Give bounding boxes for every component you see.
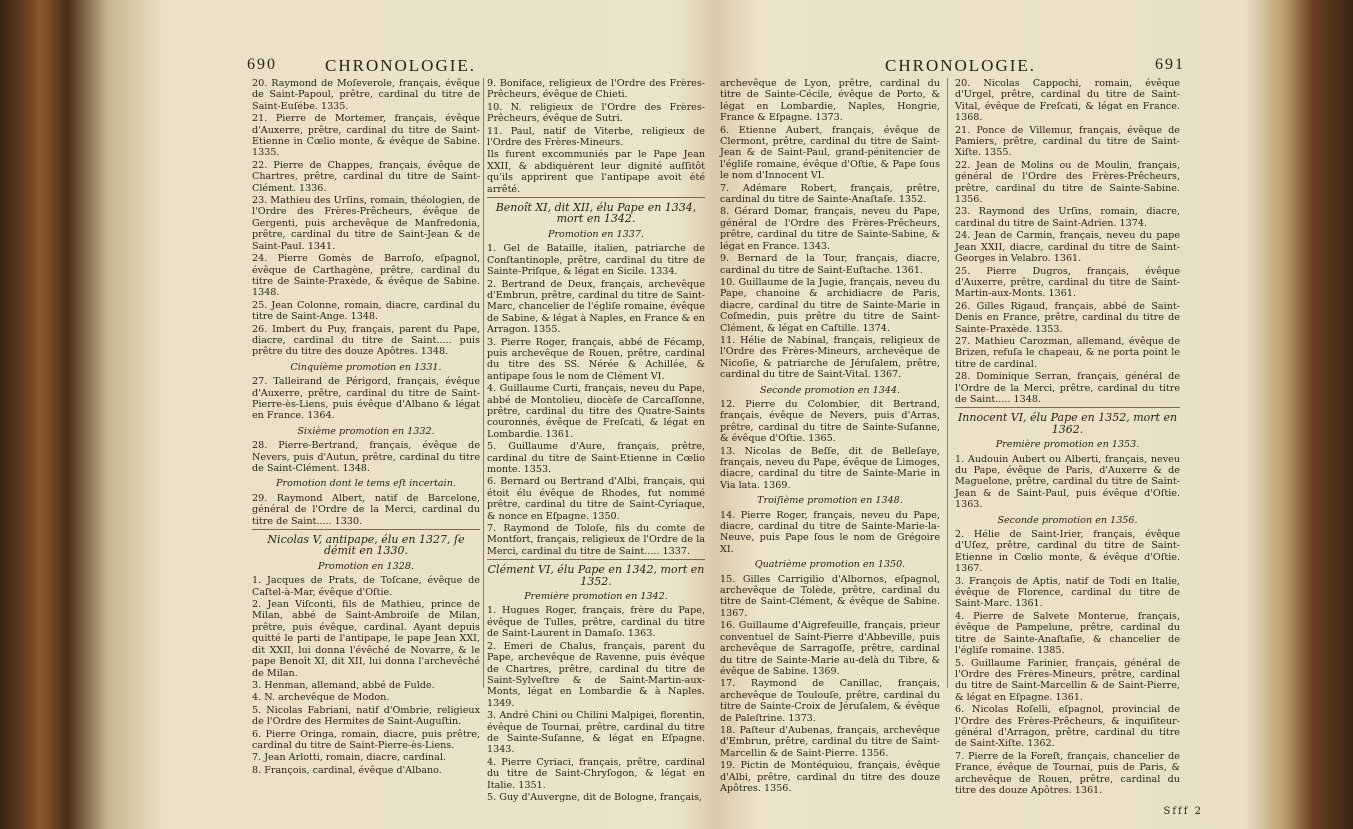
page-number: 691 <box>1155 56 1185 73</box>
column-right-a <box>720 78 940 795</box>
section-rule <box>252 529 480 530</box>
entry-paragraph: 21. Pierre de Mortemer, français, évêque d'Auxerre, prêtre, cardinal du titre de Saint-Etienne in Cœlio monte, & évêque de Sabine. 1335. <box>252 113 480 159</box>
entry-paragraph: archevêque de Lyon, prêtre, cardinal du titre de Sainte-Cécile, évêque de Porto, & légat en Lombardie, Naples, Hongrie, France & Eſpagne. 1373. <box>720 78 940 124</box>
entry-paragraph: 3. André Chini ou Chilini Malpigei, florentin, évêque de Tournai, prêtre, cardinal du titre de Sainte-Suſanne, & légat en Eſpagne. 1343. <box>487 710 705 756</box>
promotion-heading: Promotion en 1328. <box>318 560 414 572</box>
entry-paragraph: 2. Jean Viſconti, fils de Mathieu, prince de Milan, abbé de Saint-Ambroiſe de Milan, prêtre, puis évêque, cardinal. Ayant depuis quitté le parti de l'antipape, le pape Jean XXI, dit XXII, lui donna l'évêché de Novarre, & le pape Benoît XI, dit XII, lui donna l'archevêché de Milan. <box>252 599 480 679</box>
entry-paragraph: Ils furent excommuniés par le Pape Jean XXII, & abdiquèrent leur dignité auſſitôt qu'ils apprirent que l'antipape avoit été arrêté. <box>487 149 705 195</box>
section-rule <box>487 559 705 560</box>
column-divider <box>947 78 948 688</box>
entry-paragraph: 4. Guillaume Curti, français, neveu du Pape, abbé de Montolieu, diocèſe de Carcaſſonne, prêtre, cardinal du titre des Quatre-Saints couronnés, évêque de Freſcati, & légat en Lombardie. 1361. <box>487 383 705 440</box>
entry-paragraph: 6. Pierre Oringa, romain, diacre, puis prêtre, cardinal du titre de Saint-Pierre-ès-Liens. <box>252 728 480 751</box>
entry-paragraph: 9. Boniface, religieux de l'Ordre des Frères-Prêcheurs, évêque de Chieti. <box>487 78 705 101</box>
entry-paragraph: 10. Guillaume de la Jugie, français, neveu du Pape, chanoine & archidiacre de Paris, diacre, cardinal du titre de Sainte-Marie in Coſmedin, puis prêtre du titre de Saint-Clément, & légat en Caſtille. 1374. <box>720 276 940 334</box>
entry-paragraph: 3. François de Aptis, natif de Todi en Italie, évêque de Florence, cardinal du titre de Saint-Marc. 1361. <box>955 575 1180 610</box>
entry-paragraph: 13. Nicolas de Beſſe, dit de Belleſaye, français, neveu du Pape, évêque de Limoges, diacre, cardinal du titre de Sainte-Marie in Via lata. 1369. <box>720 445 940 491</box>
entry-paragraph: 15. Gilles Carrigilio d'Albornos, eſpagnol, archevêque de Tolède, prêtre, cardinal du titre de Saint-Clément, & évêque de Sabine. 1367. <box>720 573 940 619</box>
entry-paragraph: 28. Pierre-Bertrand, français, évêque de Nevers, puis d'Autun, prêtre, cardinal du titre de Saint-Clément. 1348. <box>252 440 480 474</box>
pope-heading: Innocent VI, élu Pape en 1352, mort en 1362. <box>957 411 1178 436</box>
entry-paragraph: 27. Talleirand de Périgord, français, évêque d'Auxerre, prêtre, cardinal du titre de Saint-Pierre-ès-Liens, puis évêque d'Albano & légat en France. 1364. <box>252 376 480 422</box>
column-divider <box>483 78 484 688</box>
entry-paragraph: 17. Raymond de Canillac, français, archevêque de Toulouſe, prêtre, cardinal du titre de Sainte-Croix de Jéruſalem, & évêque de Paleſtrine. 1373. <box>720 678 940 724</box>
entry-paragraph: 1. Audouin Aubert ou Alberti, français, neveu du Pape, évêque de Paris, d'Auxerre & de Maguelone, prêtre, cardinal du titre de Saint-Jean & de Saint-Paul, puis évêque d'Oſtie. 1363. <box>955 453 1180 511</box>
entry-paragraph: 2. Hélie de Saint-Irier, français, évêque d'Uſez, prêtre, cardinal du titre de Saint-Etienne in Cœlio monte, & évêque d'Oſtie. 1367. <box>955 529 1180 575</box>
entry-paragraph: 4. N. archevêque de Modon. <box>252 692 390 704</box>
entry-paragraph: 8. Gérard Domar, français, neveu du Pape, général de l'Ordre des Frères-Prêcheurs, prêtre, cardinal du titre de Sainte-Sabine, & légat en France. 1343. <box>720 206 940 252</box>
entry-paragraph: 1. Jacques de Prats, de Toſcane, évêque de Caſtel-à-Mar, évêque d'Oſtie. <box>252 575 480 598</box>
entry-paragraph: 2. Emeri de Chalus, français, parent du Pape, archevêque de Ravenne, puis évêque de Chartres, prêtre, cardinal du titre de Saint-Sylveſtre & de Saint-Martin-aux-Monts, légat en Lombardie & à Naples. 1349. <box>487 640 705 709</box>
entry-paragraph: 24. Jean de Carmin, français, neveu du pape Jean XXII, diacre, cardinal du titre de Saint-Georges in Velabro. 1361. <box>955 230 1180 265</box>
entry-paragraph: 7. Jean Arlotti, romain, diacre, cardinal. <box>252 752 447 764</box>
entry-paragraph: 23. Raymond des Urſins, romain, diacre, cardinal du titre de Saint-Adrien. 1374. <box>955 206 1180 229</box>
pope-heading: Benoît XI, dit XII, élu Pape en 1334, mort en 1342. <box>495 201 697 226</box>
entry-paragraph: 3. Henman, allemand, abbé de Fulde. <box>252 679 435 691</box>
entry-paragraph: 25. Jean Colonne, romain, diacre, cardinal du titre de Saint-Ange. 1348. <box>252 299 480 323</box>
entry-paragraph: 4. Pierre de Salvete Monterue, français, évêque de Pampelune, prêtre, cardinal du titre de Sainte-Anaſtaſie, & chancelier de l'égliſe romaine. 1385. <box>955 610 1180 657</box>
right-page <box>715 0 1195 829</box>
promotion-heading: Quatrième promotion en 1350. <box>754 559 906 571</box>
entry-paragraph: 5. Guy d'Auvergne, dit de Bologne, français, <box>487 791 703 803</box>
promotion-heading: Promotion en 1337. <box>548 228 644 240</box>
signature-mark: Sfff 2 <box>1163 806 1203 817</box>
entry-paragraph: 6. Nicolas Roſelli, eſpagnol, provincial de l'Ordre des Frères-Prêcheurs, & inquiſiteur-général d'Arragon, prêtre, cardinal du titre de Saint-Xiſte. 1362. <box>955 704 1180 750</box>
entry-paragraph: 24. Pierre Gomès de Barroſo, eſpagnol, évêque de Carthagène, prêtre, cardinal du titre de Sainte-Praxède, & évêque de Sabine. 1348. <box>252 253 480 299</box>
left-page <box>225 0 705 829</box>
entry-paragraph: 6. Bernard ou Bertrand d'Albi, français, qui étoit élu évêque de Rhodes, fut nommé prêtre, cardinal du titre de Saint-Cyriaque, & nonce en Eſpagne. 1350. <box>487 476 705 522</box>
section-rule <box>955 407 1180 408</box>
entry-paragraph: 11. Paul, natif de Viterbe, religieux de l'Ordre des Frères-Mineurs. <box>487 125 705 149</box>
promotion-heading: Sixième promotion en 1332. <box>297 425 435 437</box>
entry-paragraph: 8. François, cardinal, évêque d'Albano. <box>252 764 442 776</box>
entry-paragraph: 28. Dominique Serran, français, général de l'Ordre de la Merci, prêtre, cardinal du titre de Saint..... 1348. <box>955 371 1180 405</box>
entry-paragraph: 29. Raymond Albert, natif de Barcelone, général de l'Ordre de la Merci, cardinal du titre de Saint..... 1330. <box>252 492 480 527</box>
entry-paragraph: 20. Raymond de Moſeverole, français, évêque de Saint-Papoul, prêtre, cardinal du titre de Saint-Euſébe. 1335. <box>252 78 480 112</box>
promotion-heading: Seconde promotion en 1356. <box>997 514 1138 526</box>
entry-paragraph: 5. Guillaume Farinier, français, général de l'Ordre des Frères-Mineurs, prêtre, cardinal du titre de Saint-Marcellin & de Saint-Pierre, & légat en Eſpagne. 1361. <box>955 657 1180 703</box>
entry-paragraph: 2. Bertrand de Deux, français, archevêque d'Embrun, prêtre, cardinal du titre de Saint-Marc, chancelier de l'égliſe romaine, évêque de Sabine, & légat à Naples, en France & en Arragon. 1355. <box>487 278 705 336</box>
entry-paragraph: 22. Jean de Molins ou de Moulin, français, général de l'Ordre des Frères-Prêcheurs, prêtre, cardinal du titre de Sainte-Sabine. 1356. <box>955 159 1180 206</box>
running-head <box>225 56 705 78</box>
entry-paragraph: 4. Pierre Cyriaci, français, prêtre, cardinal du titre de Saint-Chryſogon, & légat en Italie. 1351. <box>487 756 705 791</box>
entry-paragraph: 5. Nicolas Fabriani, natif d'Ombrie, religieux de l'Ordre des Hermites de Saint-Auguſtin. <box>252 704 480 728</box>
entry-paragraph: 14. Pierre Roger, français, neveu du Pape, diacre, cardinal du titre de Sainte-Marie-la-Neuve, puis Pape ſous le nom de Grégoire XI. <box>720 509 940 555</box>
promotion-heading: Seconde promotion en 1344. <box>759 384 901 396</box>
entry-paragraph: 23. Mathieu des Urſins, romain, théologien, de l'Ordre des Frères-Prêcheurs, évêque de Gergenti, puis archevêque de Manfredonia, prêtre, cardinal du titre de Saint-Jean & de Saint-Paul. 1341. <box>252 195 480 252</box>
entry-paragraph: 1. Hugues Roger, français, frère du Pape, évêque de Tulles, prêtre, cardinal du titre de Saint-Laurent in Damaſo. 1363. <box>487 605 705 640</box>
entry-paragraph: 5. Guillaume d'Aure, français, prêtre, cardinal du titre de Saint-Etienne in Cœlio monte. 1353. <box>487 441 705 475</box>
entry-paragraph: 11. Hélie de Nabinal, français, religieux de l'Ordre des Frères-Mineurs, archevêque de Nicoſie, & patriarche de Jéruſalem, prêtre, cardinal du titre de Saint-Vital. 1367. <box>720 334 940 381</box>
column-right-b <box>955 78 1180 797</box>
column-left-a <box>252 78 480 777</box>
promotion-heading: Promotion dont le tems eſt incertain. <box>276 478 456 490</box>
entry-paragraph: 25. Pierre Dugros, français, évêque d'Auxerre, prêtre, cardinal du titre de Saint-Martin-aux-Monts. 1361. <box>955 265 1180 300</box>
entry-paragraph: 26. Imbert du Puy, français, parent du Pape, diacre, cardinal du titre de Saint..... puis prêtre du titre des douze Apôtres. 1348. <box>252 323 480 358</box>
promotion-heading: Première promotion en 1342. <box>524 591 668 603</box>
entry-paragraph: 7. Adémare Robert, français, prêtre, cardinal du titre de Sainte-Anaſtaſe. 1352. <box>720 182 940 206</box>
entry-paragraph: 16. Guillaume d'Aigrefeuille, français, prieur conventuel de Saint-Pierre d'Abbeville, puis archevêque de Sarragoſſe, prêtre, cardinal du titre de Sainte-Marie au-delà du Tibre, & évêque de Sabine. 1369. <box>720 620 940 677</box>
running-head <box>715 56 1195 78</box>
entry-paragraph: 19. Pictin de Montéquiou, français, évêque d'Albi, prêtre, cardinal du titre des douze Apôtres. 1356. <box>720 760 940 794</box>
promotion-heading: Première promotion en 1353. <box>995 439 1140 451</box>
promotion-heading: Cinquième promotion en 1331. <box>290 361 442 373</box>
running-title: CHRONOLOGIE. <box>325 56 477 75</box>
entry-paragraph: 22. Pierre de Chappes, français, évêque de Chartres, prêtre, cardinal du titre de Saint-Clément. 1336. <box>252 159 480 194</box>
entry-paragraph: 10. N. religieux de l'Ordre des Frères-Prêcheurs, évêque de Sutri. <box>487 101 705 125</box>
entry-paragraph: 26. Gilles Rigaud, français, abbé de Saint-Denis en France, prêtre, cardinal du titre de Sainte-Praxède. 1353. <box>955 300 1180 335</box>
entry-paragraph: 12. Pierre du Colombier, dit Bertrand, français, évêque de Nevers, puis d'Arras, prêtre, cardinal du titre de Sainte-Suſanne, & évêque d'Oſtie. 1365. <box>720 398 940 445</box>
entry-paragraph: 7. Pierre de la Foreſt, français, chancelier de France, évêque de Tournai, puis de Paris, & archevêque de Rouen, prêtre, cardinal du titre des douze Apôtres. 1361. <box>955 750 1180 796</box>
entry-paragraph: 21. Ponce de Villemur, français, évêque de Pamiers, prêtre, cardinal du titre de Saint-Xiſte. 1355. <box>955 124 1180 159</box>
promotion-heading: Troiſième promotion en 1348. <box>757 495 903 507</box>
entry-paragraph: 1. Gel de Bataille, italien, patriarche de Conſtantinople, prêtre, cardinal du titre de Sainte-Priſque, & légat en Sicile. 1334. <box>487 243 705 278</box>
pope-heading: Clément VI, élu Pape en 1342, mort en 1352. <box>487 563 705 588</box>
entry-paragraph: 27. Mathieu Carozman, allemand, évêque de Brizen, refuſa le chapeau, & ne porta point le titre de cardinal. <box>955 335 1180 370</box>
entry-paragraph: 9. Bernard de la Tour, français, diacre, cardinal du titre de Saint-Euſtache. 1361. <box>720 253 940 276</box>
page-number: 690 <box>247 56 277 73</box>
entry-paragraph: 20. Nicolas Cappochi, romain, évêque d'Urgel, prêtre, cardinal du titre de Saint-Vital, évêque de Freſcati, & légat en France. 1368. <box>955 78 1180 124</box>
entry-paragraph: 6. Etienne Aubert, français, évêque de Clermont, prêtre, cardinal du titre de Saint-Jean & de Saint-Paul, grand-pénitencier de l'égliſe romaine, évêque d'Oſtie, & Pape ſous le nom d'Innocent VI. <box>720 124 940 182</box>
section-rule <box>487 197 705 198</box>
column-left-b <box>487 78 705 804</box>
entry-paragraph: 18. Paſteur d'Aubenas, français, archevêque d'Embrun, prêtre, cardinal du titre de Saint-Marcellin & de Saint-Pierre. 1356. <box>720 724 940 759</box>
entry-paragraph: 3. Pierre Roger, français, abbé de Fécamp, puis archevêque de Rouen, prêtre, cardinal du titre des SS. Nérée & Achillée, & antipape ſous le nom de Clément VI. <box>487 336 705 382</box>
pope-heading: Nicolas V, antipape, élu en 1327, ſe démit en 1330. <box>267 533 465 558</box>
running-title: CHRONOLOGIE. <box>885 56 1037 75</box>
entry-paragraph: 7. Raymond de Toloſe, fils du comte de Montfort, français, religieux de l'Ordre de la Merci, cardinal du titre de Saint..... 1337. <box>487 523 705 557</box>
